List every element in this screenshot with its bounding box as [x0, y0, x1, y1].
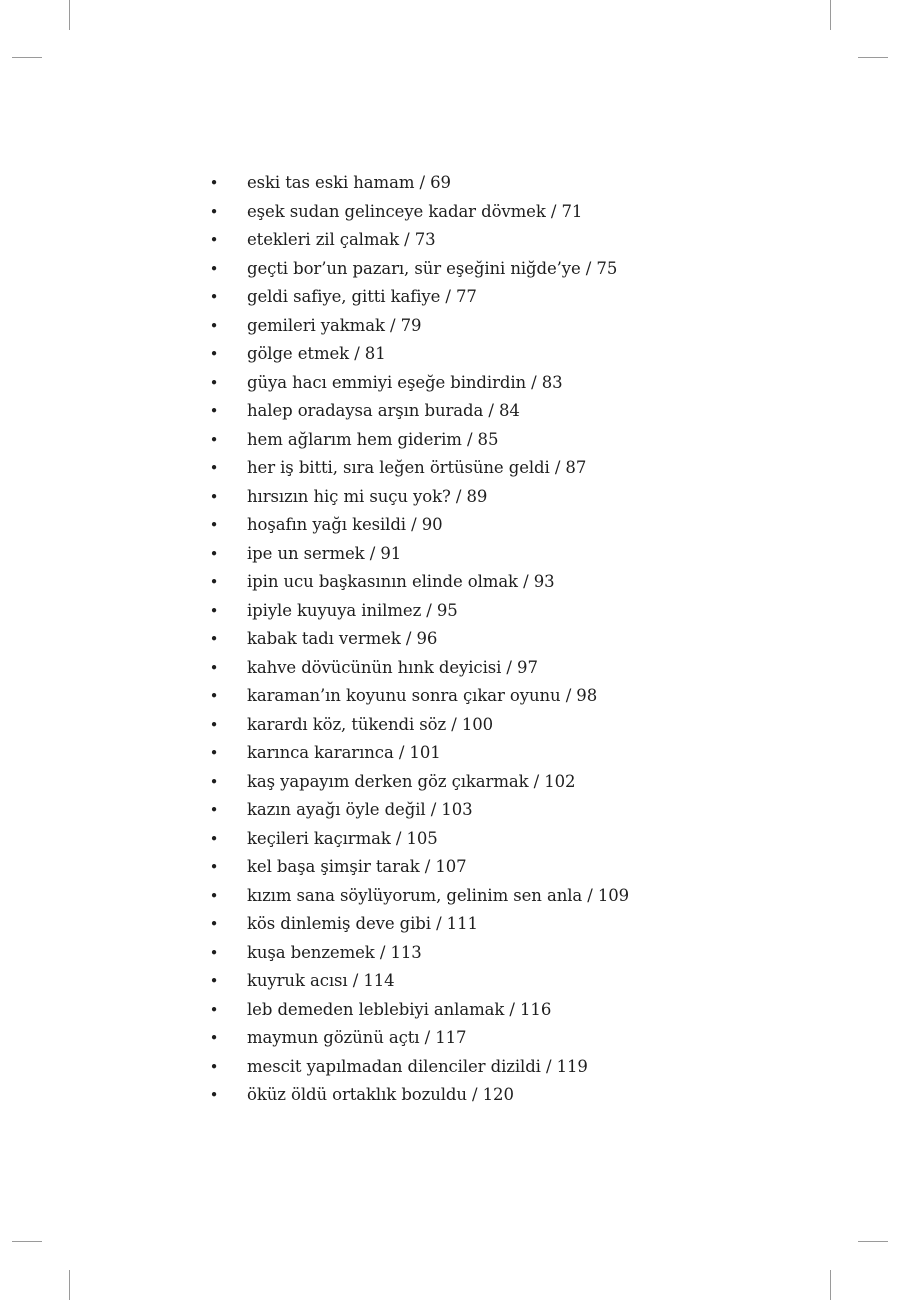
bullet-icon: •: [209, 772, 219, 791]
bullet-icon: •: [209, 202, 219, 221]
entry-text: eşek sudan gelinceye kadar dövmek / 71: [247, 201, 583, 221]
entry-text: karardı köz, tükendi söz / 100: [247, 714, 494, 734]
crop-mark-top-left-vertical: [69, 0, 70, 30]
bullet-icon: •: [209, 516, 219, 534]
entry-text: etekleri zil çalmak / 73: [247, 230, 436, 249]
crop-mark-top-right-vertical: [830, 0, 831, 30]
bullet-icon: •: [209, 601, 219, 620]
entry-text: ipin ucu başkasının elinde olmak / 93: [247, 572, 555, 591]
entry-text: kaş yapayım derken göz çıkarmak / 102: [247, 771, 576, 791]
entry-text: eski tas eski hamam / 69: [247, 173, 451, 192]
entry-text: öküz öldü ortaklık bozuldu / 120: [247, 1085, 514, 1104]
bullet-icon: •: [209, 630, 219, 648]
bullet-icon: •: [209, 687, 219, 705]
bullet-icon: •: [209, 801, 219, 819]
entry-text: gemileri yakmak / 79: [247, 315, 422, 335]
entry-text: mescit yapılmadan dilenciler dizildi / 119: [247, 1056, 588, 1076]
bullet-icon: •: [209, 231, 219, 249]
entry-text: kös dinlemiş deve gibi / 111: [247, 914, 478, 933]
bullet-icon: •: [209, 1029, 219, 1047]
entry-text: karınca kararınca / 101: [247, 743, 441, 762]
bullet-icon: •: [209, 886, 219, 905]
bullet-icon: •: [209, 544, 219, 563]
bullet-icon: •: [209, 715, 219, 734]
bullet-icon: •: [209, 402, 219, 420]
bullet-icon: •: [209, 573, 219, 591]
bullet-icon: •: [209, 972, 219, 990]
bullet-icon: •: [209, 487, 219, 506]
entry-text: geldi safiye, gitti kafiye / 77: [247, 287, 477, 306]
bullet-icon: •: [209, 459, 219, 477]
entry-text: kuyruk acısı / 114: [247, 971, 395, 990]
entry-text: halep oradaysa arşın burada / 84: [247, 401, 520, 420]
crop-mark-bottom-left-vertical: [69, 1270, 70, 1300]
bullet-icon: •: [209, 829, 219, 848]
entry-text: hoşafın yağı kesildi / 90: [247, 515, 443, 534]
entry-text: kabak tadı vermek / 96: [247, 629, 438, 648]
bullet-icon: •: [209, 915, 219, 933]
entry-text: her iş bitti, sıra leğen örtüsüne geldi / 87: [247, 458, 587, 477]
bullet-icon: •: [209, 858, 219, 876]
bullet-icon: •: [209, 373, 219, 392]
entry-text: kızım sana söylüyorum, gelinim sen anla / 109: [247, 885, 630, 905]
entry-text: kuşa benzemek / 113: [247, 942, 422, 962]
entry-text: ipiyle kuyuya inilmez / 95: [247, 600, 458, 620]
crop-mark-top-left-horizontal: [12, 57, 42, 58]
entry-text: kahve dövücünün hınk deyicisi / 97: [247, 657, 538, 677]
crop-mark-bottom-right-vertical: [830, 1270, 831, 1300]
crop-mark-bottom-left-horizontal: [12, 1241, 42, 1242]
entry-text: geçti bor’un pazarı, sür eşeğini niğde’ye / 75: [247, 258, 618, 278]
bullet-icon: •: [209, 288, 219, 306]
bullet-icon: •: [209, 430, 219, 449]
entry-text: keçileri kaçırmak / 105: [247, 828, 438, 848]
bullet-icon: •: [209, 1000, 219, 1019]
bullet-icon: •: [209, 744, 219, 762]
bullet-icon: •: [209, 345, 219, 363]
bullet-icon: •: [209, 1057, 219, 1076]
entry-text: hem ağlarım hem giderim / 85: [247, 429, 499, 449]
bullet-icon: •: [209, 1086, 219, 1104]
bullet-icon: •: [209, 658, 219, 677]
entry-text: ipe un sermek / 91: [247, 543, 402, 563]
entry-text: leb demeden leblebiyi anlamak / 116: [247, 999, 552, 1019]
entry-text: hırsızın hiç mi suçu yok? / 89: [247, 486, 488, 506]
crop-mark-top-right-horizontal: [858, 57, 888, 58]
entry-text: karaman’ın koyunu sonra çıkar oyunu / 98: [247, 686, 598, 705]
entry-text: maymun gözünü açtı / 117: [247, 1028, 467, 1047]
bullet-icon: •: [209, 943, 219, 962]
crop-mark-bottom-right-horizontal: [858, 1241, 888, 1242]
bullet-icon: •: [209, 259, 219, 278]
entry-text: kel başa şimşir tarak / 107: [247, 857, 467, 876]
entry-text: gölge etmek / 81: [247, 344, 386, 363]
bullet-icon: •: [209, 174, 219, 192]
entry-text: kazın ayağı öyle değil / 103: [247, 800, 473, 819]
bullet-icon: •: [209, 316, 219, 335]
entry-text: güya hacı emmiyi eşeğe bindirdin / 83: [247, 372, 563, 392]
